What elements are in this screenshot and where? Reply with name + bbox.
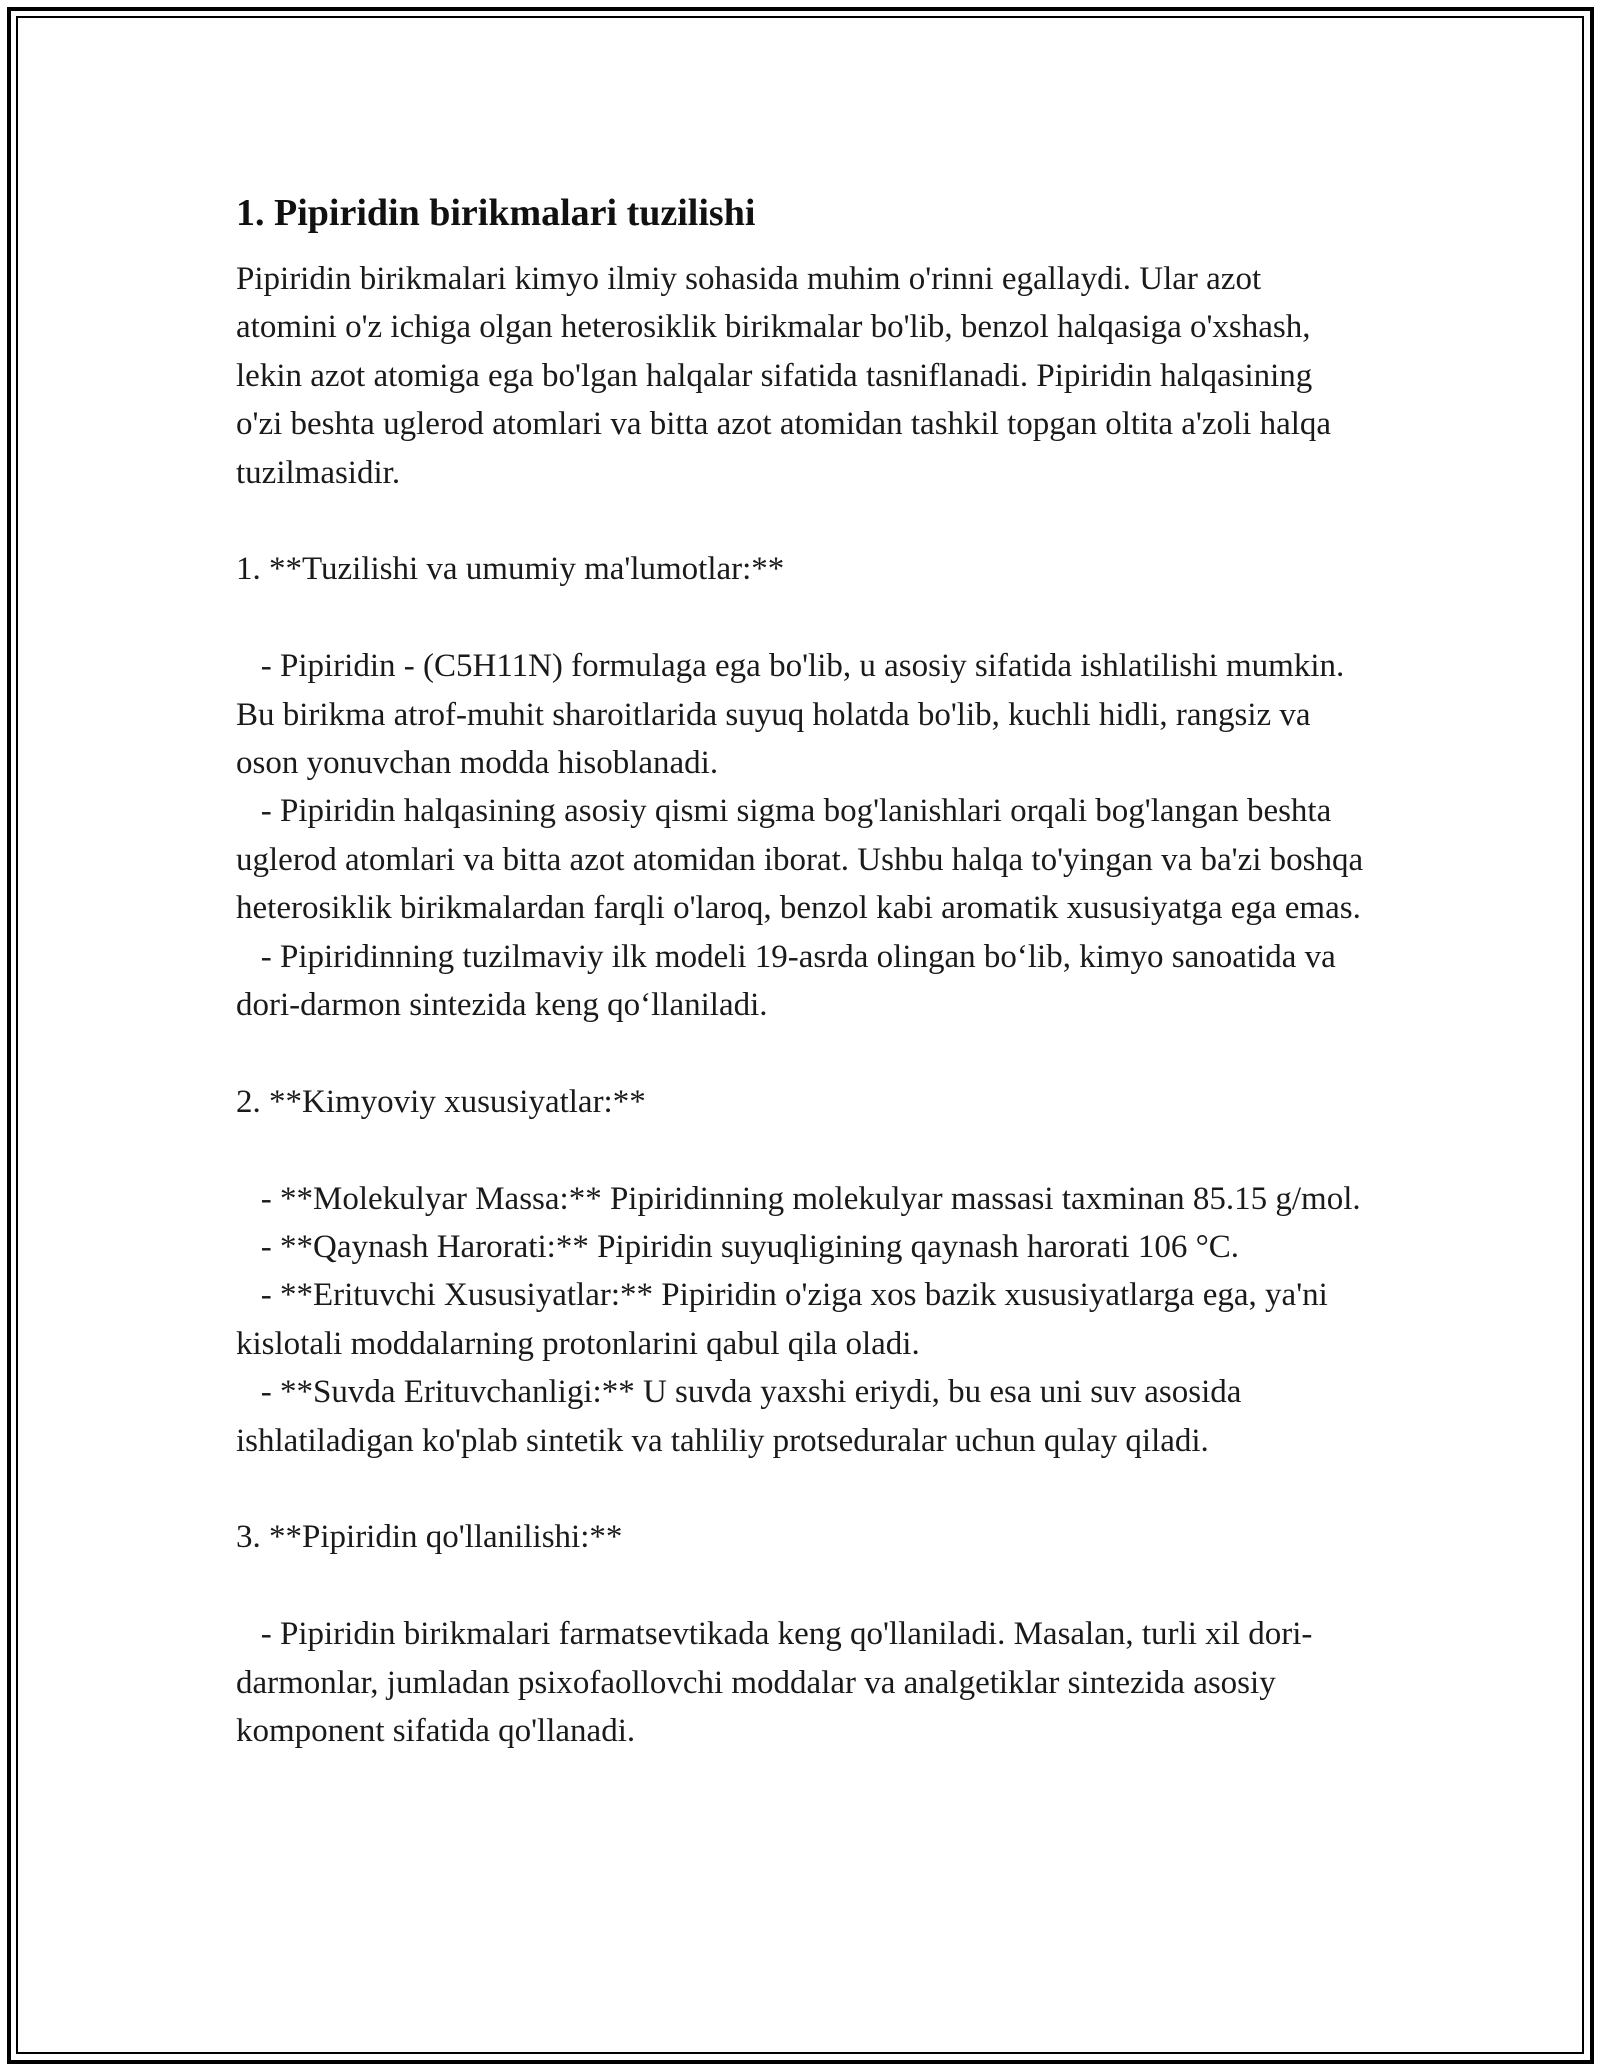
spacer bbox=[236, 1465, 1366, 1513]
document-heading: 1. Pipiridin birikmalari tuzilishi bbox=[236, 192, 756, 234]
spacer bbox=[236, 1029, 1366, 1077]
section-title: 2. **Kimyoviy xususiyatlar:** bbox=[236, 1083, 646, 1120]
list-item: - Pipiridin halqasining asosiy qismi sigma bog'lanishlari orqali bog'langan beshta uglerod atomlari va bitta azot atomidan iborat. Ushbu halqa to'yingan va ba'zi boshqa heterosiklik birikmalardan farqli o'laroq, benzol kabi aromatik xususiyatga ega emas. bbox=[236, 793, 1372, 927]
spacer bbox=[236, 594, 1366, 642]
list-item: - **Suvda Erituvchanligi:** U suvda yaxshi eriydi, bu esa uni suv asosida ishlatiladigan ko'plab sintetik va tahliliy protseduralar uchun qulay qiladi. bbox=[236, 1374, 1250, 1459]
section-title: 3. **Pipiridin qo'llanilishi:** bbox=[236, 1519, 623, 1556]
spacer bbox=[236, 497, 1366, 545]
list-item: - Pipiridin - (C5H11N) formulaga ega bo'lib, u asosiy sifatida ishlatilishi mumkin. Bu birikma atrof-muhit sharoitlarida suyuq holatda bo'lib, kuchli hidli, rangsiz va oson yonuvchan modda hisoblanadi. bbox=[236, 648, 1353, 782]
list-item: - **Qaynash Harorati:** Pipiridin suyuqligining qaynash harorati 106 °C. bbox=[236, 1229, 1240, 1266]
list-item: - **Molekulyar Massa:** Pipiridinning molekulyar massasi taxminan 85.15 g/mol. bbox=[236, 1180, 1361, 1217]
list-item: - Pipiridinning tuzilmaviy ilk modeli 19-asrda olingan bo‘lib, kimyo sanoatida va dori-darmon sintezida keng qo‘llaniladi. bbox=[236, 938, 1345, 1024]
spacer bbox=[236, 1562, 1366, 1610]
intro-paragraph: Pipiridin birikmalari kimyo ilmiy sohasida muhim o'rinni egallaydi. Ular azot atomini o'z ichiga olgan heterosiklik birikmalar bo'lib, benzol halqasiga o'xshash, lekin azot atomiga ega bo'lgan halqalar sifatida tasniflanadi. Pipiridin halqasining o'zi beshta uglerod atomlari va bitta azot atomidan tashkil topgan oltita a'zoli halqa tuzilmasidir. bbox=[236, 261, 1340, 491]
list-item: - **Erituvchi Xususiyatlar:** Pipiridin o'ziga xos bazik xususiyatlarga ega, ya'ni kislotali moddalarning protonlarini qabul qila oladi. bbox=[236, 1277, 1337, 1362]
document-body bbox=[236, 188, 1372, 1756]
spacer bbox=[236, 1126, 1366, 1174]
list-item: - Pipiridin birikmalari farmatsevtikada keng qo'llaniladi. Masalan, turli xil dori-darmonlar, jumladan psixofaollovchi moddalar va analgetiklar sintezida asosiy komponent sifatida qo'llanadi. bbox=[236, 1616, 1313, 1750]
section-title: 1. **Tuzilishi va umumiy ma'lumotlar:** bbox=[236, 551, 785, 588]
